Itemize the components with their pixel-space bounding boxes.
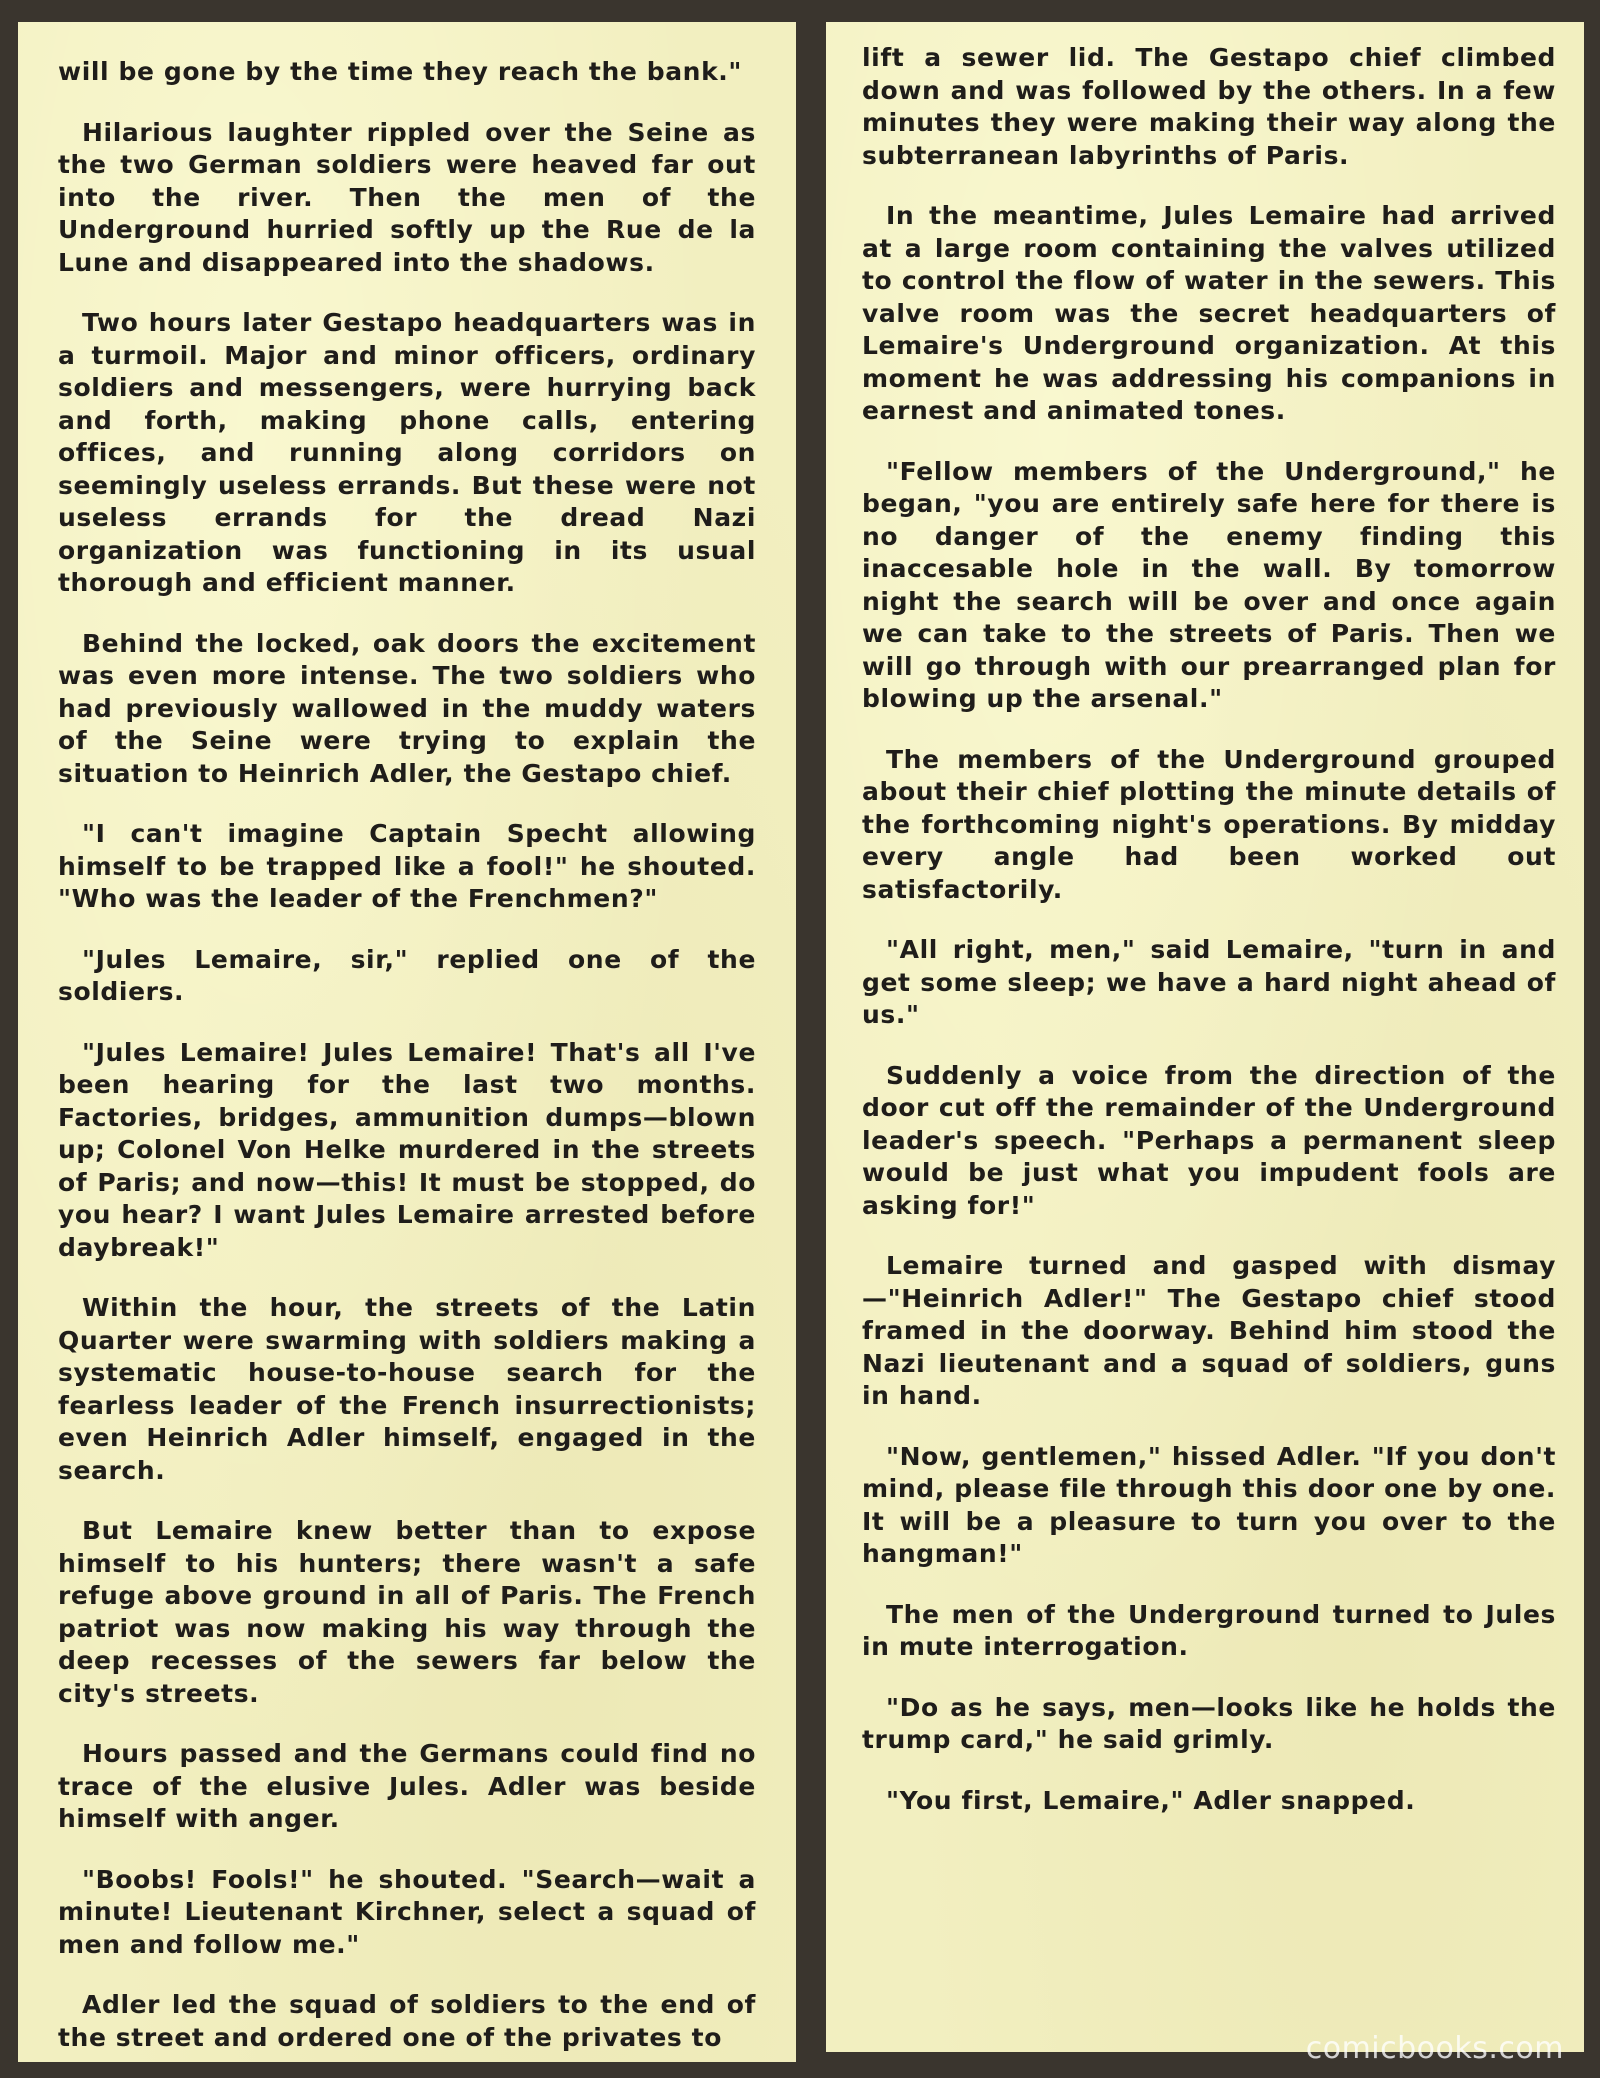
paragraph: lift a sewer lid. The Gestapo chief climbed down and was followed by the others. In a few minutes they were making their way along the subterranean labyrinths of Paris. — [862, 43, 1556, 170]
paragraph: Lemaire turned and gasped with dismay—"Heinrich Adler!" The Gestapo chief stood framed in the doorway. Behind him stood the Nazi lieutenant and a squad of soldiers, guns in hand. — [862, 1251, 1556, 1410]
right-text-column — [826, 22, 1584, 2052]
paragraph: "All right, men," said Lemaire, "turn in and get some sleep; we have a hard night ahead of us." — [862, 935, 1556, 1029]
paragraph: "Jules Lemaire, sir," replied one of the soldiers. — [58, 944, 756, 1006]
paragraph: Behind the locked, oak doors the excitement was even more intense. The two soldiers who had previously wallowed in the muddy waters of the Seine were trying to explain the situation to Heinrich Adler, the Gestapo chief. — [58, 628, 756, 788]
watermark: comicbooks.com — [1305, 2031, 1564, 2066]
paragraph: Hilarious laughter rippled over the Seine as the two German soldiers were heaved far out into the river. Then the men of the Underground hurried softly up the Rue de la Lune and disappeared into the shadows. — [58, 117, 756, 277]
paragraph: Two hours later Gestapo headquarters was in a turmoil. Major and minor officers, ordinary soldiers and messengers, were hurrying back and forth, making phone calls, entering offices, and running along corridors on seemingly useless errands. But these were not useless errands for the dread Nazi organization was functioning in its usual thorough and efficient manner. — [58, 308, 756, 597]
paragraph: will be gone by the time they reach the bank." — [58, 57, 743, 86]
paragraph: "Jules Lemaire! Jules Lemaire! That's all I've been hearing for the last two months. Factories, bridges, ammunition dumps—blown up; Colonel Von Helke murdered in the streets of Paris; and now—this! It must be stopped, do you hear? I want Jules Lemaire arrested before daybreak!" — [58, 1037, 756, 1262]
paragraph: In the meantime, Jules Lemaire had arrived at a large room containing the valves utilized to control the flow of water in the sewers. This valve room was the secret headquarters of Lemaire's Underground organization. At this moment he was addressing his companions in earnest and animated tones. — [862, 201, 1556, 425]
paragraph: "I can't imagine Captain Specht allowing himself to be trapped like a fool!" he shouted. "Who was the leader of the Frenchmen?" — [58, 819, 756, 913]
paragraph: The members of the Underground grouped about their chief plotting the minute details of the forthcoming night's operations. By midday every angle had been worked out satisfactorily. — [862, 744, 1556, 904]
paragraph: But Lemaire knew better than to expose himself to his hunters; there wasn't a safe refuge above ground in all of Paris. The French patriot was now making his way through the deep recesses of the sewers far below the city's streets. — [58, 1516, 756, 1708]
paragraph: "Do as he says, men—looks like he holds the trump card," he said grimly. — [862, 1692, 1556, 1754]
paragraph: "Now, gentlemen," hissed Adler. "If you don't mind, please file through this door one by one. It will be a pleasure to turn you over to the hangman!" — [862, 1441, 1556, 1568]
paragraph: Adler led the squad of soldiers to the end of the street and ordered one of the privates to — [58, 1990, 756, 2052]
paragraph: The men of the Underground turned to Jules in mute interrogation. — [862, 1599, 1556, 1661]
paragraph: "Boobs! Fools!" he shouted. "Search—wait a minute! Lieutenant Kirchner, select a squad of men and follow me." — [58, 1864, 756, 1959]
paragraph: Hours passed and the Germans could find no trace of the elusive Jules. Adler was beside himself with anger. — [58, 1739, 756, 1833]
paragraph: "Fellow members of the Underground," he began, "you are entirely safe here for there is no danger of the enemy finding this inaccesable hole in the wall. By tomorrow night the search will be over and once again we can take to the streets of Paris. Then we will go through with our prearranged plan for blowing up the arsenal." — [862, 456, 1556, 713]
left-text-column — [18, 22, 796, 2062]
paragraph: Suddenly a voice from the direction of the door cut off the remainder of the Underground leader's speech. "Perhaps a permanent sleep would be just what you impudent fools are asking for!" — [862, 1060, 1556, 1220]
paragraph: "You first, Lemaire," Adler snapped. — [886, 1785, 1416, 1815]
paragraph: Within the hour, the streets of the Latin Quarter were swarming with soldiers making a systematic house-to-house search for the fearless leader of the French insurrectionists; even Heinrich Adler himself, engaged in the search. — [58, 1293, 756, 1485]
